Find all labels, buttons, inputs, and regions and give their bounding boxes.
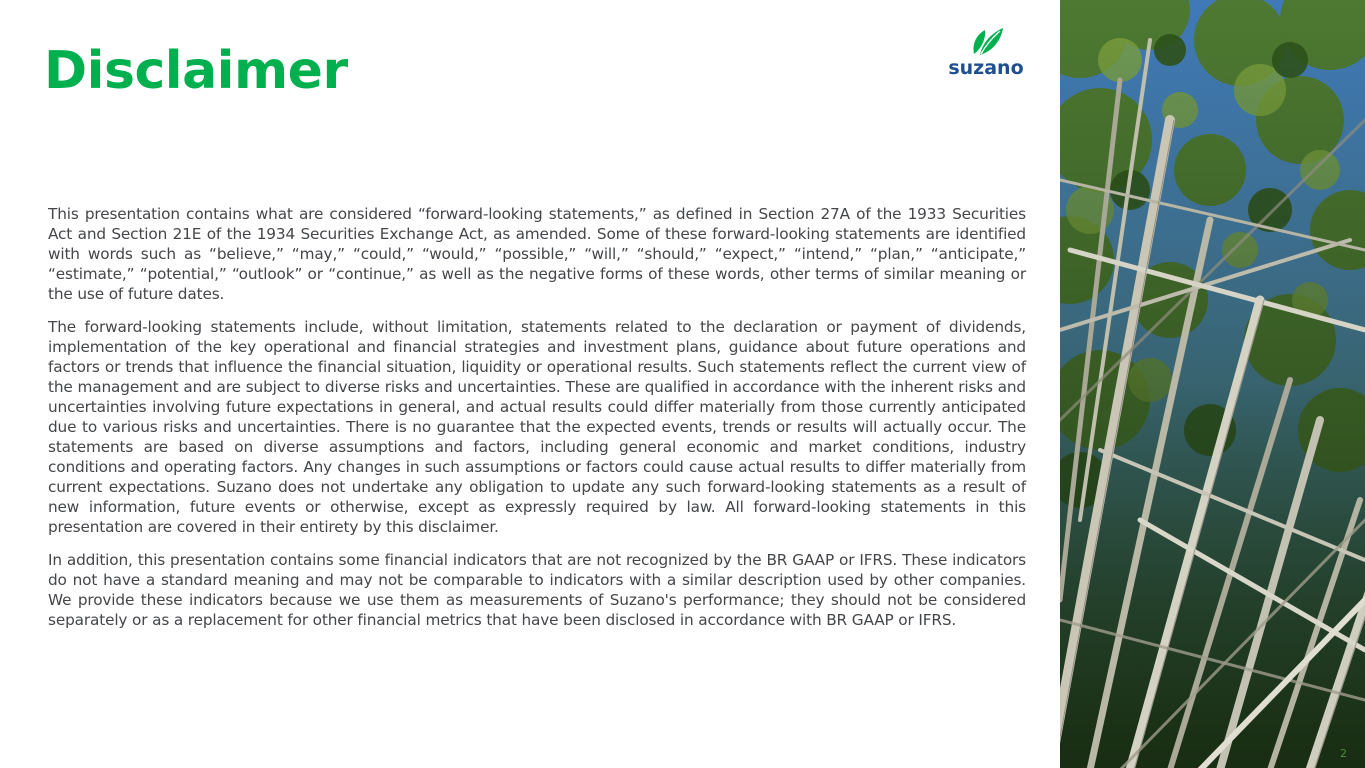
forest-canopy-image bbox=[1060, 0, 1365, 768]
disclaimer-paragraph: This presentation contains what are considered “forward-looking statements,” as defined in Section 27A of the 1933 Securities Act and Section 21E of the 1934 Securities Exchange Act, as amended. Some of these forward-looking statements are identified with words such as “believe,” “may,” “could,” “would,” “possible,” “will,” “should,” “expect,” “intend,” “plan,” “anticipate,” “estimate,” “potential,” “outlook” or “continue,” as well as the negative forms of these words, other terms of similar meaning or the use of future dates. bbox=[48, 205, 1026, 303]
disclaimer-body bbox=[48, 204, 1026, 643]
leaf-icon bbox=[970, 26, 1004, 56]
page-number: 2 bbox=[1340, 747, 1347, 760]
page-title: Disclaimer bbox=[44, 41, 348, 101]
suzano-logo bbox=[938, 26, 1034, 82]
disclaimer-paragraph: The forward-looking statements include, without limitation, statements related to the declaration or payment of dividends, implementation of the key operational and financial strategies and investment plans, guidance about future operations and factors or trends that influence the financial situation, liquidity or operational results. Such statements reflect the current view of the management and are subject to diverse risks and uncertainties. These are qualified in accordance with the inherent risks and uncertainties involving future expectations in general, and actual results could differ materially from those currently anticipated due to various risks and uncertainties. There is no guarantee that the expected events, trends or results will actually occur. The statements are based on diverse assumptions and factors, including general economic and market conditions, industry conditions and operating factors. Any changes in such assumptions or factors could cause actual results to differ materially from current expectations. Suzano does not undertake any obligation to update any such forward-looking statements as a result of new information, future events or otherwise, except as expressly required by law. All forward-looking statements in this presentation are covered in their entirety by this disclaimer. bbox=[48, 318, 1026, 536]
logo-wordmark: suzano bbox=[948, 57, 1024, 79]
disclaimer-paragraph: In addition, this presentation contains some financial indicators that are not recognized by the BR GAAP or IFRS. These indicators do not have a standard meaning and may not be comparable to indicators with a similar description used by other companies. We provide these indicators because we use them as measurements of Suzano's performance; they should not be considered separately or as a replacement for other financial metrics that have been disclosed in accordance with BR GAAP or IFRS. bbox=[48, 551, 1026, 629]
